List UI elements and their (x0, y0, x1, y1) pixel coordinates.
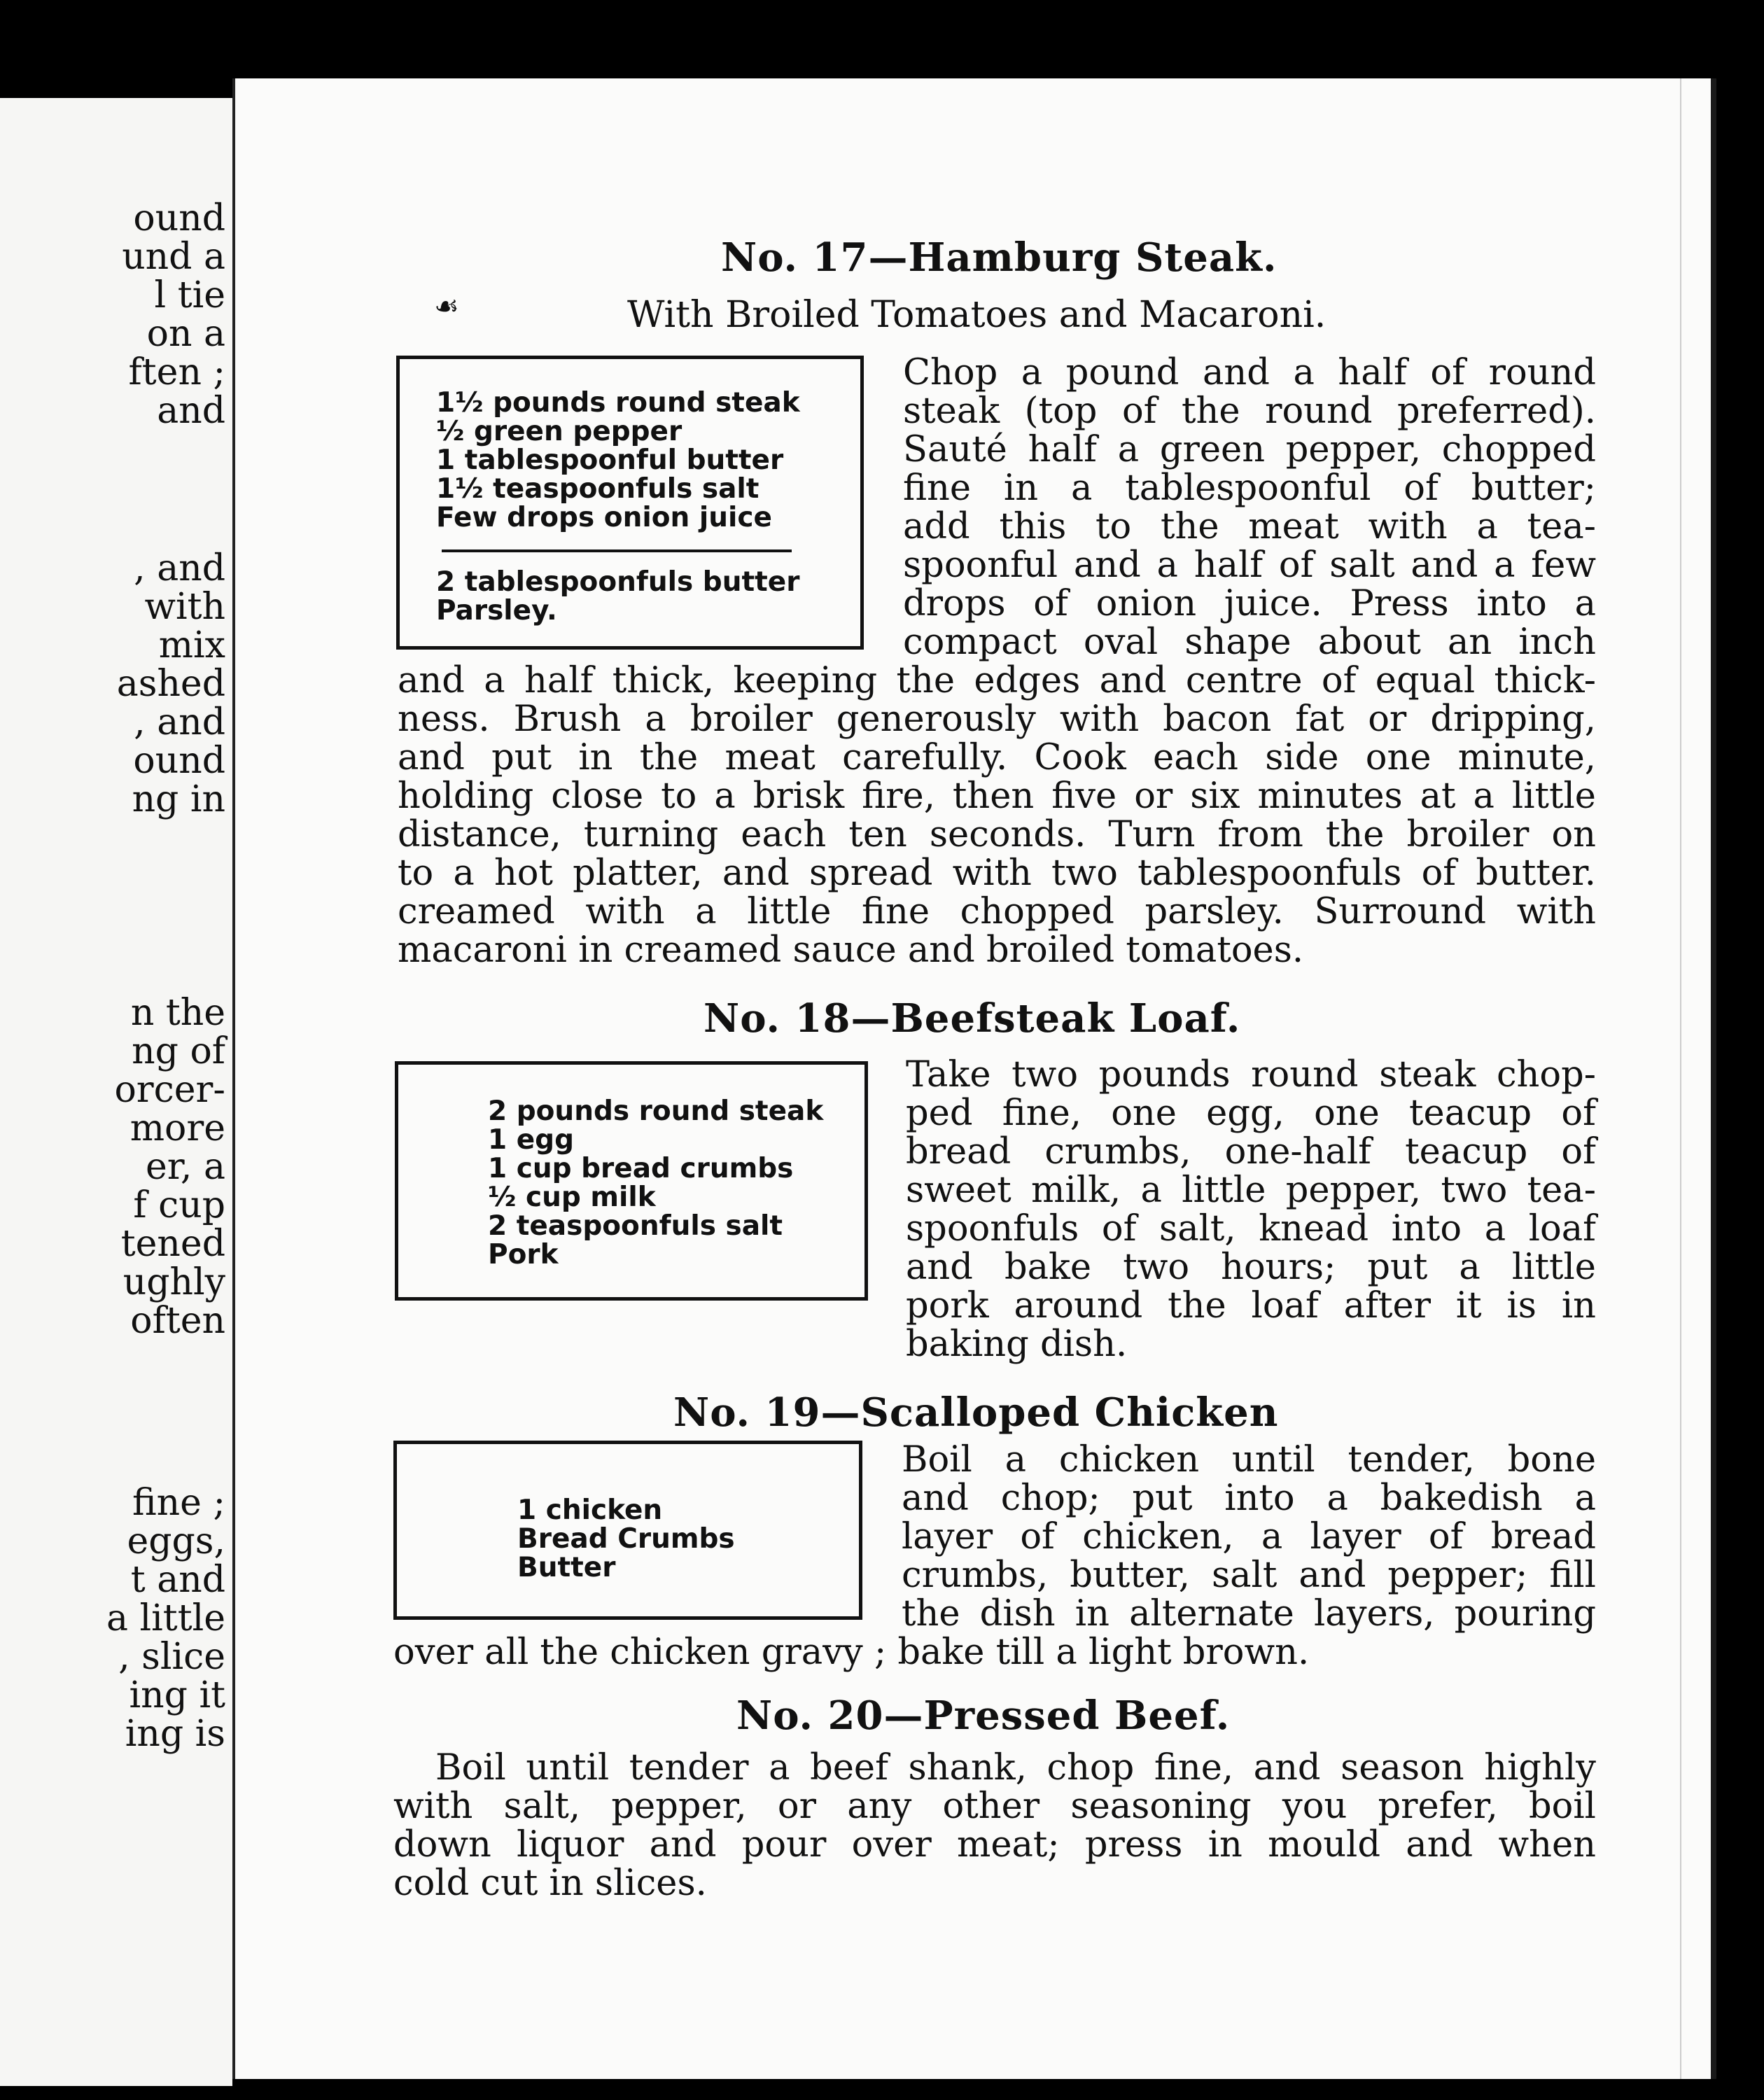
left-page-fragment: with (144, 586, 225, 628)
text-line: bread crumbs, one-half teacup of (906, 1131, 1596, 1172)
text-line: with salt, pepper, or any other seasoning you prefer, boil (393, 1786, 1596, 1827)
left-page-fragment: often (130, 1300, 225, 1342)
left-page-fragment: f cup (133, 1184, 225, 1226)
left-page-fragment: er, a (146, 1146, 225, 1188)
recipe-17-subtitle: With Broiled Tomatoes and Macaroni. (627, 294, 1326, 336)
left-page-fragment: ften ; (128, 351, 225, 393)
ingredient: 1½ pounds round steak (436, 387, 800, 419)
left-page-fragment: t and (130, 1559, 225, 1601)
left-page-fragment: fine ; (132, 1482, 225, 1524)
ingredient: Bread Crumbs (517, 1523, 735, 1555)
text-line: and chop; put into a bakedish a (902, 1478, 1596, 1519)
recipe-18-instructions (906, 1056, 1596, 1364)
text-line: Take two pounds round steak chop- (906, 1054, 1596, 1096)
text-line: compact oval shape about an inch (903, 622, 1596, 663)
ingredient: 1 chicken (517, 1494, 663, 1526)
text-line: baking dish. (906, 1324, 1128, 1365)
recipe-19-title: No. 19—Scalloped Chicken (673, 1390, 1279, 1436)
text-line: macaroni in creamed sauce and broiled tomatoes. (398, 930, 1304, 971)
recipe-17-instructions-cont (398, 662, 1596, 969)
left-page (0, 98, 232, 2086)
left-page-fragment: ng in (132, 778, 225, 820)
recipe-17-title: No. 17—Hamburg Steak. (721, 234, 1278, 281)
left-page-fragment: ing is (125, 1713, 225, 1755)
recipe-19-instructions (902, 1441, 1596, 1633)
left-page-fragment: on a (146, 313, 225, 355)
recipe-19-instructions-cont (393, 1633, 1443, 1672)
recipe-18-title: No. 18—Beefsteak Loaf. (704, 995, 1241, 1042)
ingredient: 2 pounds round steak (488, 1096, 824, 1127)
text-line: down liquor and pour over meat; press in mould and when (393, 1824, 1596, 1865)
text-line: add this to the meat with a tea- (903, 506, 1596, 547)
text-line: ped fine, one egg, one teacup of (906, 1093, 1596, 1134)
left-page-fragment: ughly (122, 1261, 225, 1303)
ingredient: ½ green pepper (436, 416, 682, 447)
page-edge (1680, 78, 1681, 2079)
left-page-fragment: mix (158, 624, 225, 666)
left-page-fragment: orcer- (114, 1069, 225, 1111)
recipe-17-ingredient-box (396, 356, 864, 650)
ingredient: Butter (517, 1552, 616, 1583)
ingredient: 2 teaspoonfuls salt (488, 1210, 783, 1242)
left-page-fragment: ound (133, 197, 225, 239)
text-line: drops of onion juice. Press into a (903, 583, 1596, 624)
text-line: Boil until tender a beef shank, chop fine, and season highly (435, 1747, 1596, 1788)
recipe-20-instructions (393, 1749, 1596, 1903)
text-line: crumbs, butter, salt and pepper; fill (902, 1555, 1596, 1596)
left-page-fragment: , and (134, 701, 225, 743)
left-page-fragment: and (157, 390, 225, 432)
left-page-fragment: tened (120, 1223, 225, 1265)
text-line: Sauté half a green pepper, chopped (903, 429, 1596, 470)
text-line: and put in the meat carefully. Cook each side one minute, (398, 737, 1596, 778)
text-line: creamed with a little fine chopped parsley. Surround with (398, 891, 1596, 932)
text-line: the dish in alternate layers, pouring (902, 1593, 1596, 1634)
left-page-fragment: n the (130, 992, 225, 1034)
text-line: and a half thick, keeping the edges and centre of equal thick- (398, 660, 1596, 701)
ingredient: Pork (488, 1239, 559, 1270)
recipe-19-ingredient-box (393, 1441, 862, 1620)
recipe-18-ingredient-box (395, 1061, 868, 1301)
left-page-fragment: ound (133, 740, 225, 782)
left-page-fragment: a little (106, 1597, 225, 1639)
left-page-fragment: eggs, (127, 1520, 225, 1562)
text-line: cold cut in slices. (393, 1863, 707, 1904)
recipe-20-title: No. 20—Pressed Beef. (736, 1693, 1231, 1739)
left-page-fragment: , slice (118, 1636, 225, 1678)
text-line: over all the chicken gravy ; bake till a light brown. (393, 1632, 1310, 1673)
ingredient: ½ cup milk (488, 1182, 656, 1213)
text-line: spoonful and a half of salt and a few (903, 545, 1596, 586)
text-line: steak (top of the round preferred). (903, 391, 1596, 432)
left-page-fragment: ng of (132, 1030, 225, 1072)
ingredient: 1 cup bread crumbs (488, 1153, 794, 1184)
text-line: sweet milk, a little pepper, two tea- (906, 1170, 1596, 1211)
left-page-fragment: und a (122, 236, 225, 278)
ingredient: Parsley. (436, 595, 557, 626)
text-line: layer of chicken, a layer of bread (902, 1516, 1596, 1558)
text-line: Boil a chicken until tender, bone (902, 1439, 1596, 1480)
text-line: and bake two hours; put a little (906, 1247, 1596, 1288)
text-line: ness. Brush a broiler generously with bacon fat or dripping, (398, 699, 1596, 740)
text-line: distance, turning each ten seconds. Turn from the broiler on (398, 814, 1596, 855)
text-line: Chop a pound and a half of round (903, 352, 1596, 393)
text-line: fine in a tablespoonful of butter; (903, 468, 1596, 509)
left-page-fragment: l tie (154, 274, 225, 316)
left-page-fragment: , and (134, 547, 225, 589)
ingredient-divider (442, 550, 792, 552)
left-page-fragment: ashed (116, 663, 225, 705)
ingredient: Few drops onion juice (436, 502, 772, 533)
left-page-fragment: ing it (129, 1674, 225, 1716)
text-line: spoonfuls of salt, knead into a loaf (906, 1208, 1596, 1250)
ingredient: 1 tablespoonful butter (436, 444, 784, 476)
ingredient: 1 egg (488, 1124, 574, 1156)
text-line: to a hot platter, and spread with two tablespoonfuls of butter. (398, 853, 1596, 894)
left-page-fragment: more (130, 1107, 225, 1149)
text-line: pork around the loaf after it is in (906, 1285, 1596, 1326)
ingredient: 1½ teaspoonfuls salt (436, 473, 760, 505)
recipe-17-instructions (903, 354, 1596, 662)
ingredient: 2 tablespoonfuls butter (436, 566, 800, 598)
ink-mark: ☙ (434, 290, 459, 323)
text-line: holding close to a brisk fire, then five or six minutes at a little (398, 776, 1596, 817)
